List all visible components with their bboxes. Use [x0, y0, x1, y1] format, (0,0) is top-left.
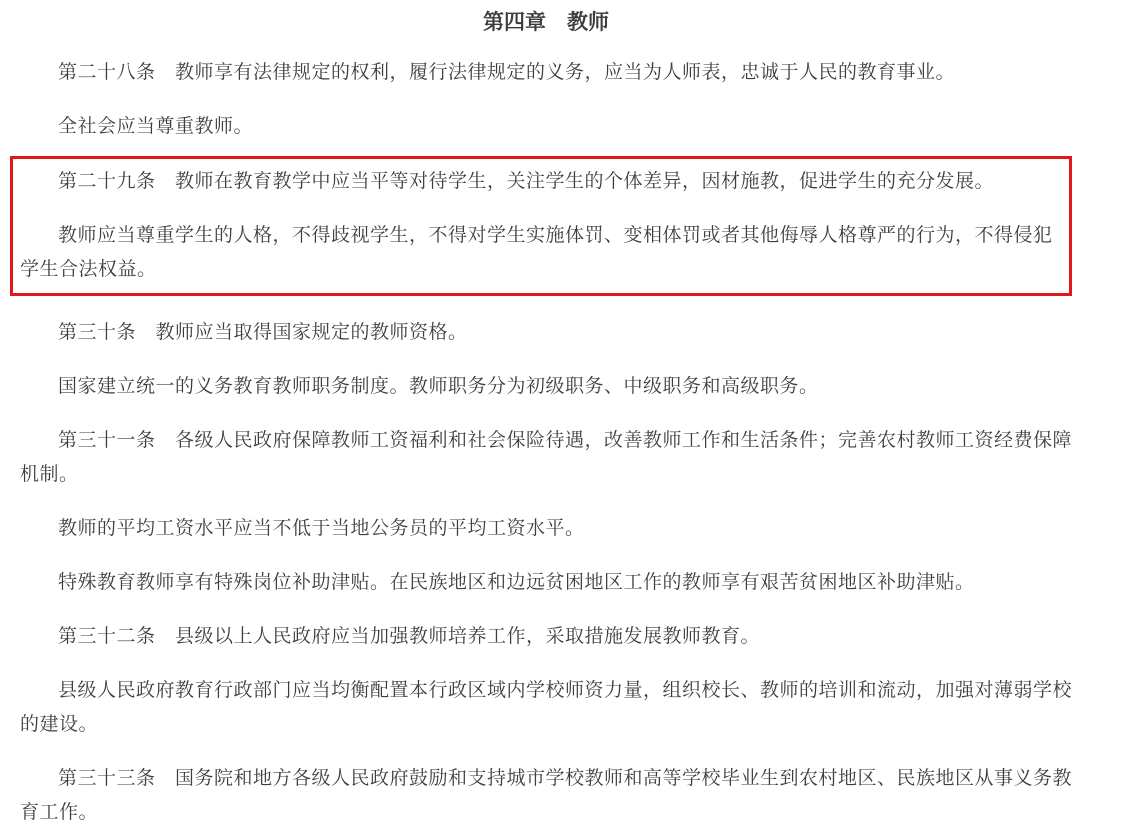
paragraph-article-32: 第三十二条 县级以上人民政府应当加强教师培养工作，采取措施发展教师教育。 [58, 626, 761, 647]
paragraph-article-30-continued: 国家建立统一的义务教育教师职务制度。教师职务分为初级职务、中级职务和高级职务。 [58, 376, 819, 397]
paragraph-article-31-salary: 教师的平均工资水平应当不低于当地公务员的平均工资水平。 [58, 518, 585, 539]
paragraph-article-30: 第三十条 教师应当取得国家规定的教师资格。 [58, 322, 468, 343]
paragraph-respect-teachers: 全社会应当尊重教师。 [58, 116, 254, 137]
paragraph-article-29: 第二十九条 教师在教育教学中应当平等对待学生，关注学生的个体差异，因材施教，促进学生的充分发展。 [58, 171, 995, 192]
paragraph-article-29-continued: 教师应当尊重学生的人格，不得歧视学生，不得对学生实施体罚、变相体罚或者其他侮辱人格尊严的行为，不得侵犯学生合法权益。 [20, 225, 1053, 280]
chapter-title: 第四章 教师 [483, 10, 609, 34]
paragraph-article-28: 第二十八条 教师享有法律规定的权利，履行法律规定的义务，应当为人师表，忠诚于人民的教育事业。 [58, 62, 956, 83]
paragraph-article-32-continued: 县级人民政府教育行政部门应当均衡配置本行政区域内学校师资力量，组织校长、教师的培训和流动，加强对薄弱学校的建设。 [20, 680, 1073, 735]
paragraph-article-31: 第三十一条 各级人民政府保障教师工资福利和社会保险待遇，改善教师工作和生活条件；完善农村教师工资经费保障机制。 [20, 430, 1073, 485]
red-highlight-annotation-box [10, 156, 1072, 296]
paragraph-article-31-allowance: 特殊教育教师享有特殊岗位补助津贴。在民族地区和边远贫困地区工作的教师享有艰苦贫困地区补助津贴。 [58, 572, 975, 593]
paragraph-article-33: 第三十三条 国务院和地方各级人民政府鼓励和支持城市学校教师和高等学校毕业生到农村地区、民族地区从事义务教育工作。 [20, 768, 1073, 823]
